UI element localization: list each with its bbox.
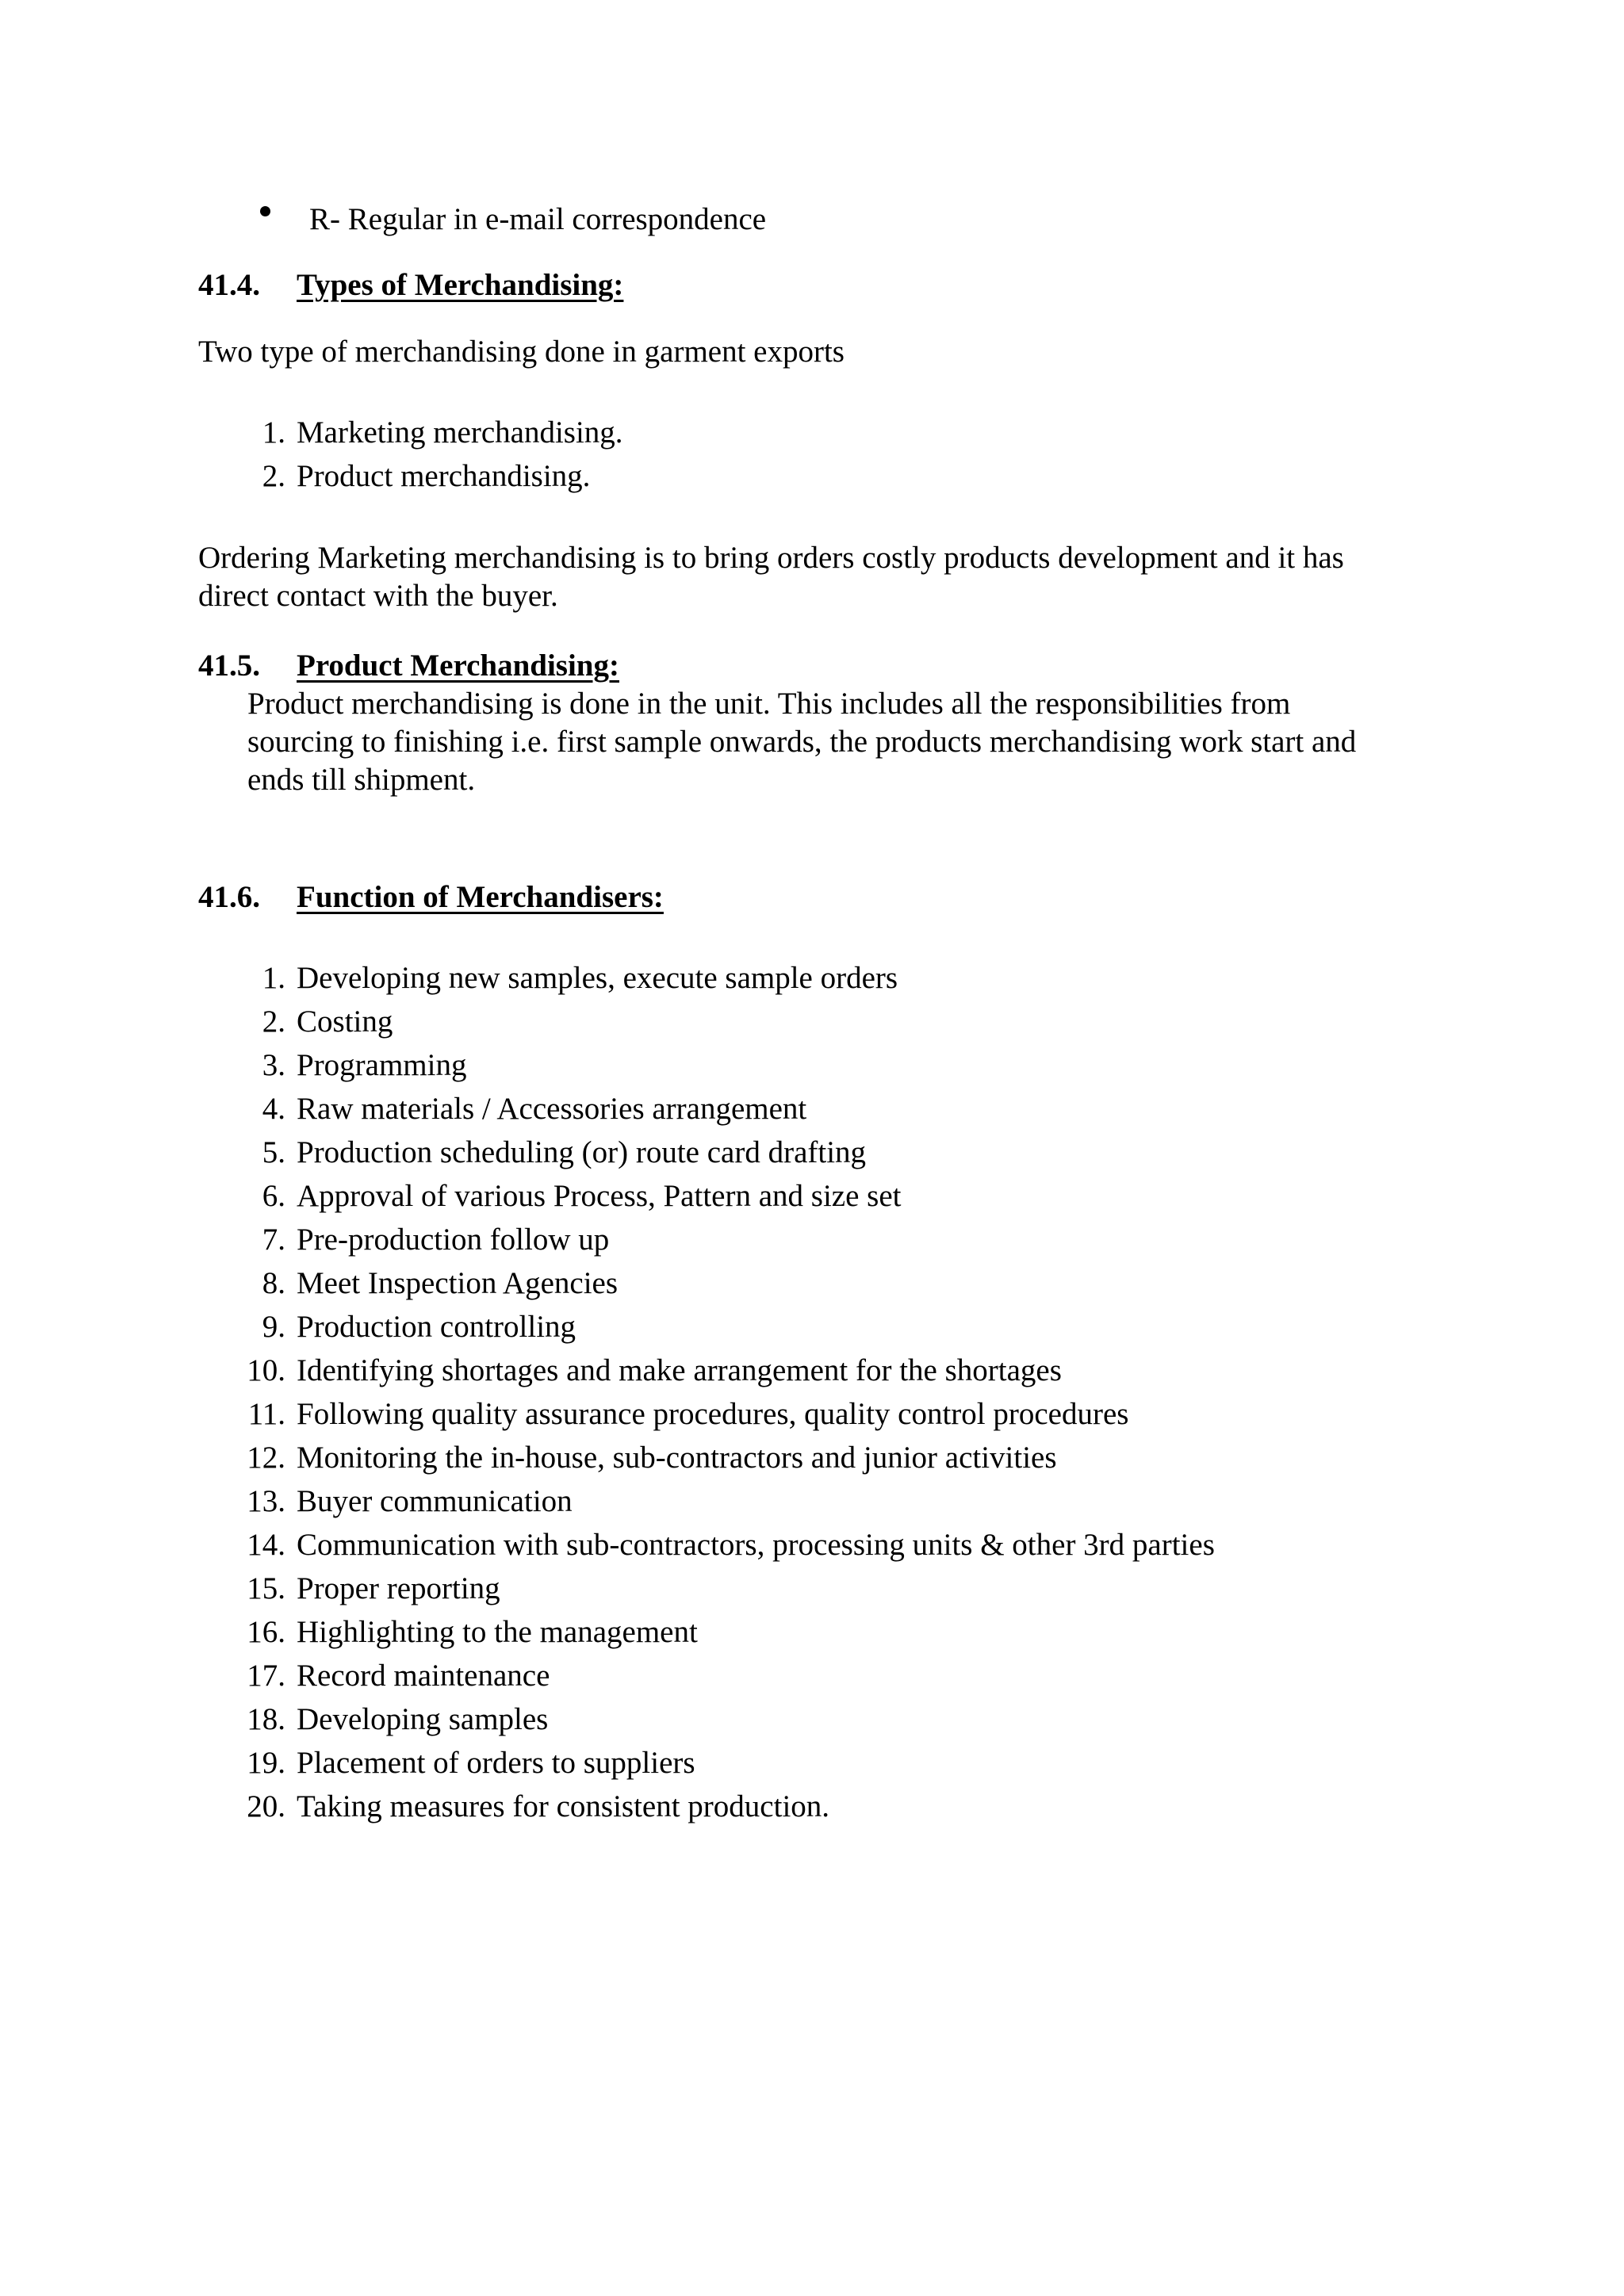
list-item-number: 20. — [247, 1789, 285, 1823]
list-item-text: Highlighting to the management — [297, 1615, 698, 1649]
list-item-text: Placement of orders to suppliers — [297, 1746, 695, 1780]
list-item-text: Taking measures for consistent production. — [297, 1789, 830, 1823]
section-41-5-line2: sourcing to finishing i.e. first sample onwards, the products merchandising work start and — [247, 725, 1357, 759]
list-item-number: 18. — [247, 1702, 285, 1736]
list-item-number: 11. — [247, 1397, 285, 1431]
list-item-number: 3. — [262, 1048, 285, 1082]
list-item-text: Developing samples — [297, 1702, 549, 1736]
list-item-text: Buyer communication — [297, 1484, 573, 1518]
list-item-number: 5. — [262, 1135, 285, 1169]
list-item-number: 14. — [247, 1528, 285, 1562]
list-item-text: Communication with sub-contractors, processing units & other 3rd parties — [297, 1528, 1215, 1562]
list-item-text: Developing new samples, execute sample orders — [297, 961, 898, 995]
list-item-text: Identifying shortages and make arrangement for the shortages — [297, 1353, 1062, 1387]
section-41-5-title: Product Merchandising: — [297, 649, 619, 683]
list-item-number: 9. — [262, 1310, 285, 1344]
list-item-number: 4. — [262, 1092, 285, 1126]
bullet-text: R- Regular in e-mail correspondence — [309, 202, 767, 236]
list-item-text: Marketing merchandising. — [297, 415, 623, 450]
list-item-text: Programming — [297, 1048, 467, 1082]
list-item-text: Approval of various Process, Pattern and size set — [297, 1179, 902, 1213]
list-item-number: 2. — [262, 1004, 285, 1039]
list-item-number: 2. — [262, 459, 285, 493]
list-item-number: 13. — [247, 1484, 285, 1518]
list-item-number: 7. — [262, 1223, 285, 1257]
list-item-text: Record maintenance — [297, 1659, 550, 1693]
list-item-text: Production scheduling (or) route card drafting — [297, 1135, 867, 1169]
list-item-number: 8. — [262, 1266, 285, 1300]
list-item-number: 1. — [262, 961, 285, 995]
section-41-6-title: Function of Merchandisers: — [297, 880, 664, 914]
section-41-4-number: 41.4. — [198, 268, 260, 302]
section-41-5-number: 41.5. — [198, 649, 260, 683]
list-item-text: Pre-production follow up — [297, 1223, 610, 1257]
list-item-number: 19. — [247, 1746, 285, 1780]
list-item-number: 15. — [247, 1571, 285, 1605]
section-41-4-paragraph-line2: direct contact with the buyer. — [198, 579, 558, 613]
section-41-6-number: 41.6. — [198, 880, 260, 914]
bullet-dot-icon — [260, 206, 270, 216]
list-item-text: Raw materials / Accessories arrangement — [297, 1092, 807, 1126]
section-41-4-title: Types of Merchandising: — [297, 268, 624, 302]
section-41-5-line1: Product merchandising is done in the unit. This includes all the responsibilities from — [247, 687, 1291, 721]
list-item-number: 10. — [247, 1353, 285, 1387]
list-item-text: Monitoring the in-house, sub-contractors and junior activities — [297, 1441, 1057, 1475]
list-item-number: 6. — [262, 1179, 285, 1213]
section-41-5-line3: ends till shipment. — [247, 763, 476, 797]
section-41-4-paragraph-line1: Ordering Marketing merchandising is to bring orders costly products development and it has — [198, 541, 1344, 575]
list-item-text: Production controlling — [297, 1310, 576, 1344]
list-item-number: 16. — [247, 1615, 285, 1649]
list-item-text: Meet Inspection Agencies — [297, 1266, 619, 1300]
list-item-number: 1. — [262, 415, 285, 450]
list-item-text: Following quality assurance procedures, quality control procedures — [297, 1397, 1129, 1431]
list-item-text: Proper reporting — [297, 1571, 500, 1605]
list-item-text: Product merchandising. — [297, 459, 591, 493]
list-item-text: Costing — [297, 1004, 393, 1039]
list-item-number: 17. — [247, 1659, 285, 1693]
section-41-4-intro: Two type of merchandising done in garment exports — [198, 335, 845, 369]
list-item-number: 12. — [247, 1441, 285, 1475]
